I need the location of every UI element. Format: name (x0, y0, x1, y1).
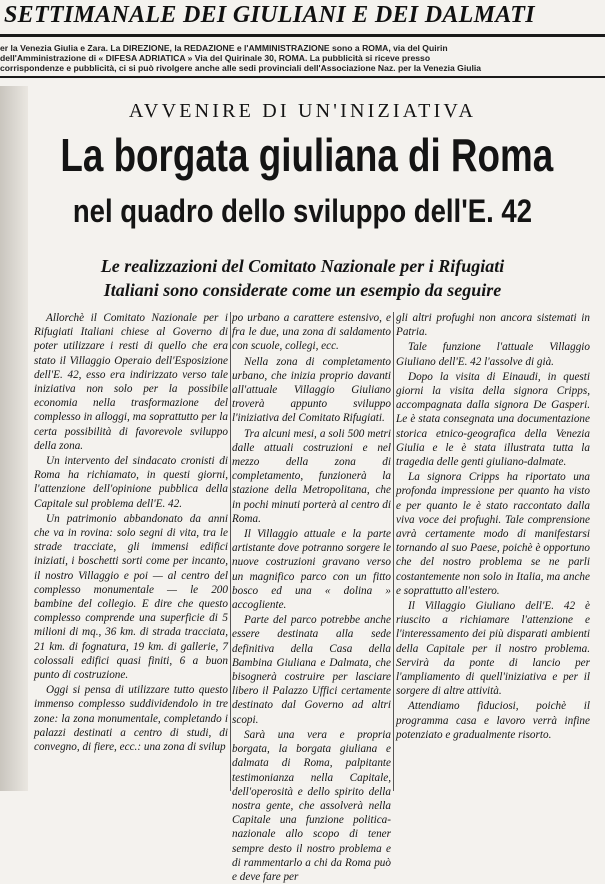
article-kicker: AVVENIRE DI UN'INIZIATIVA (128, 100, 477, 122)
article-paragraph: Dopo la visita di Einaudi, in questi giorni la visita della signora Cripps, accompagnata dalla signora De Gasperi. Le è stata consegnata una documentazione storica etnico-geografica della Venezia Giulia e le è stata illustrata tutta la tragedia delle genti giuliano-dalmate. (396, 370, 590, 469)
masthead-rule (0, 34, 605, 37)
column-divider (393, 312, 394, 791)
article-deck: Italiani sono considerate come un esempio da seguire (103, 280, 502, 300)
article-column-2 (232, 311, 391, 883)
article-paragraph: Nella zona di completamento urbano, che inizia proprio davanti all'attuale Villaggio Giuliano troverà appunto sviluppo l'iniziativa del Comitato Rifugiati. (232, 355, 391, 425)
article-paragraph: Un patrimonio abbandonato da anni che va in rovina: solo segni di vita, tra le strade tracciate, gli immensi edifici iniziati, i boschetti sorti come per incanto, il nostro Villaggio e poi — al centro del complesso monumentale — le 200 bambine del collegio. E dire che questo complesso comprende una superficie di 5 milioni di mq., 36 km. di strada tracciata, 21 km. di fognatura, 19 km. di gallerie, 7 colossali edifici quasi finiti, 6 a buon punto di costruzione. (34, 512, 228, 682)
article-paragraph: La signora Cripps ha riportato una profonda impressione per quanto ha visto e per quanto le è stato raccontato dalla viva voce dei profughi. Tale comprensione avrà certamente modo di manifestarsi tornando al suo Paese, poichè è opportuno che del nostro problema se ne parli costantemente non solo in Italia, ma anche e soprattutto all'estero. (396, 471, 590, 597)
article-paragraph: Il Villaggio attuale e la parte artistante dove potranno sorgere le nuove costruzioni gravano verso un magnifico parco con un fitto bosco ed una « dolina » accogliente. (232, 528, 391, 612)
masthead-info-line: er la Venezia Giulia e Zara. La DIREZIONE, la REDAZIONE e l'AMMINISTRAZIONE sono a ROMA, via del Quirin (0, 43, 448, 53)
article-headline: La borgata giuliana di Roma (60, 129, 554, 181)
article-column-3 (396, 311, 590, 791)
article-paragraph: Un intervento del sindacato cronisti di Roma ha richiamato, in questi giorni, l'attenzione dell'opinione pubblica della Capitale sul problema dell'E. 42. (34, 455, 228, 510)
article-paragraph: Attendiamo fiduciosi, poichè il programma casa e lavoro verrà infine potenziato e gradualmente risorto. (396, 700, 590, 741)
article-paragraph: po urbano a carattere estensivo, e fra le due, una zona di saldamento con scuole, collegi, ecc. (232, 312, 391, 353)
article-paragraph: Tale funzione l'attuale Villaggio Giuliano dell'E. 42 l'assolve di già. (396, 341, 590, 368)
masthead-info-line: dell'Amministrazione di « DIFESA ADRIATICA » Via del Quirinale 30, ROMA. La pubblicità si riceve presso (0, 53, 431, 63)
article-paragraph: Parte del parco potrebbe anche essere destinata alla sede definitiva della Casa della Bambina Giuliana e Dalmata, che bisognerà costruire per lasciare libero il Palazzo Uffici certamente destinato dal Governo ad altri scopi. (232, 614, 391, 726)
masthead-title: SETTIMANALE DEI GIULIANI E DEI DALMATI (4, 2, 535, 28)
article-paragraph: Tra alcuni mesi, a soli 500 metri dalle attuali costruzioni e nel mezzo della zona di completamento, funzionerà la stazione della Metropolitana, che in pochi minuti porterà al centro di Roma. (232, 427, 391, 525)
article-paragraph: Allorchè il Comitato Nazionale per i Rifugiati Italiani chiese al Governo di poter utilizzare i resti di quello che era stato il Villaggio Operaio dell'Esposizione dell'E. 42, esso era indirizzato verso tale iniziativa non solo per la possibile economia nella trasformazione del complesso in alloggi, ma soprattutto per la certa possibilità di favorevole sviluppo della zona. (34, 312, 228, 452)
masthead-bottom-rule (0, 76, 605, 78)
article-paragraph: gli altri profughi non ancora sistemati in Patria. (396, 312, 590, 339)
article-paragraph: Oggi si pensa di utilizzare tutto questo immenso complesso suddividendolo in tre zone: la zona monumentale, completando i palazzi destinati a centro di studi, di convegno, di fiere, ecc.: una zona di svilup (34, 684, 228, 754)
article-column-1 (34, 311, 228, 791)
article-deck: Le realizzazioni del Comitato Nazionale per i Rifugiati (100, 256, 505, 276)
article-paragraph: Sarà una vera e propria borgata, la borgata giuliana e dalmata di Roma, palpitante testimonianza nella Capitale, dell'operosità e dello spirito della nostra gente, che assolverà nella Capitale una funzione politica-nazionale allo scopo di tener sempre desto il nostro problema e di rammentarlo a chi da Roma può e deve fare per (232, 728, 391, 883)
article-paragraph: Il Villaggio Giuliano dell'E. 42 è riuscito a richiamare l'attenzione e l'interessamento dei più disparati ambienti della Capitale per il nostro problema. Servirà da ponte di lancio per l'ampliamento di quell'iniziativa e per il sorgere di altre attività. (396, 600, 590, 698)
article-headline-secondary: nel quadro dello sviluppo dell'E. 42 (72, 193, 533, 229)
masthead-info-line: corrispondenze e pubblicità, ci si può rivolgere anche alle sedi provinciali dell'Associazione Naz. per la Venezia Giulia (0, 63, 482, 73)
page-spine-shadow (0, 86, 28, 791)
column-divider (230, 312, 231, 791)
